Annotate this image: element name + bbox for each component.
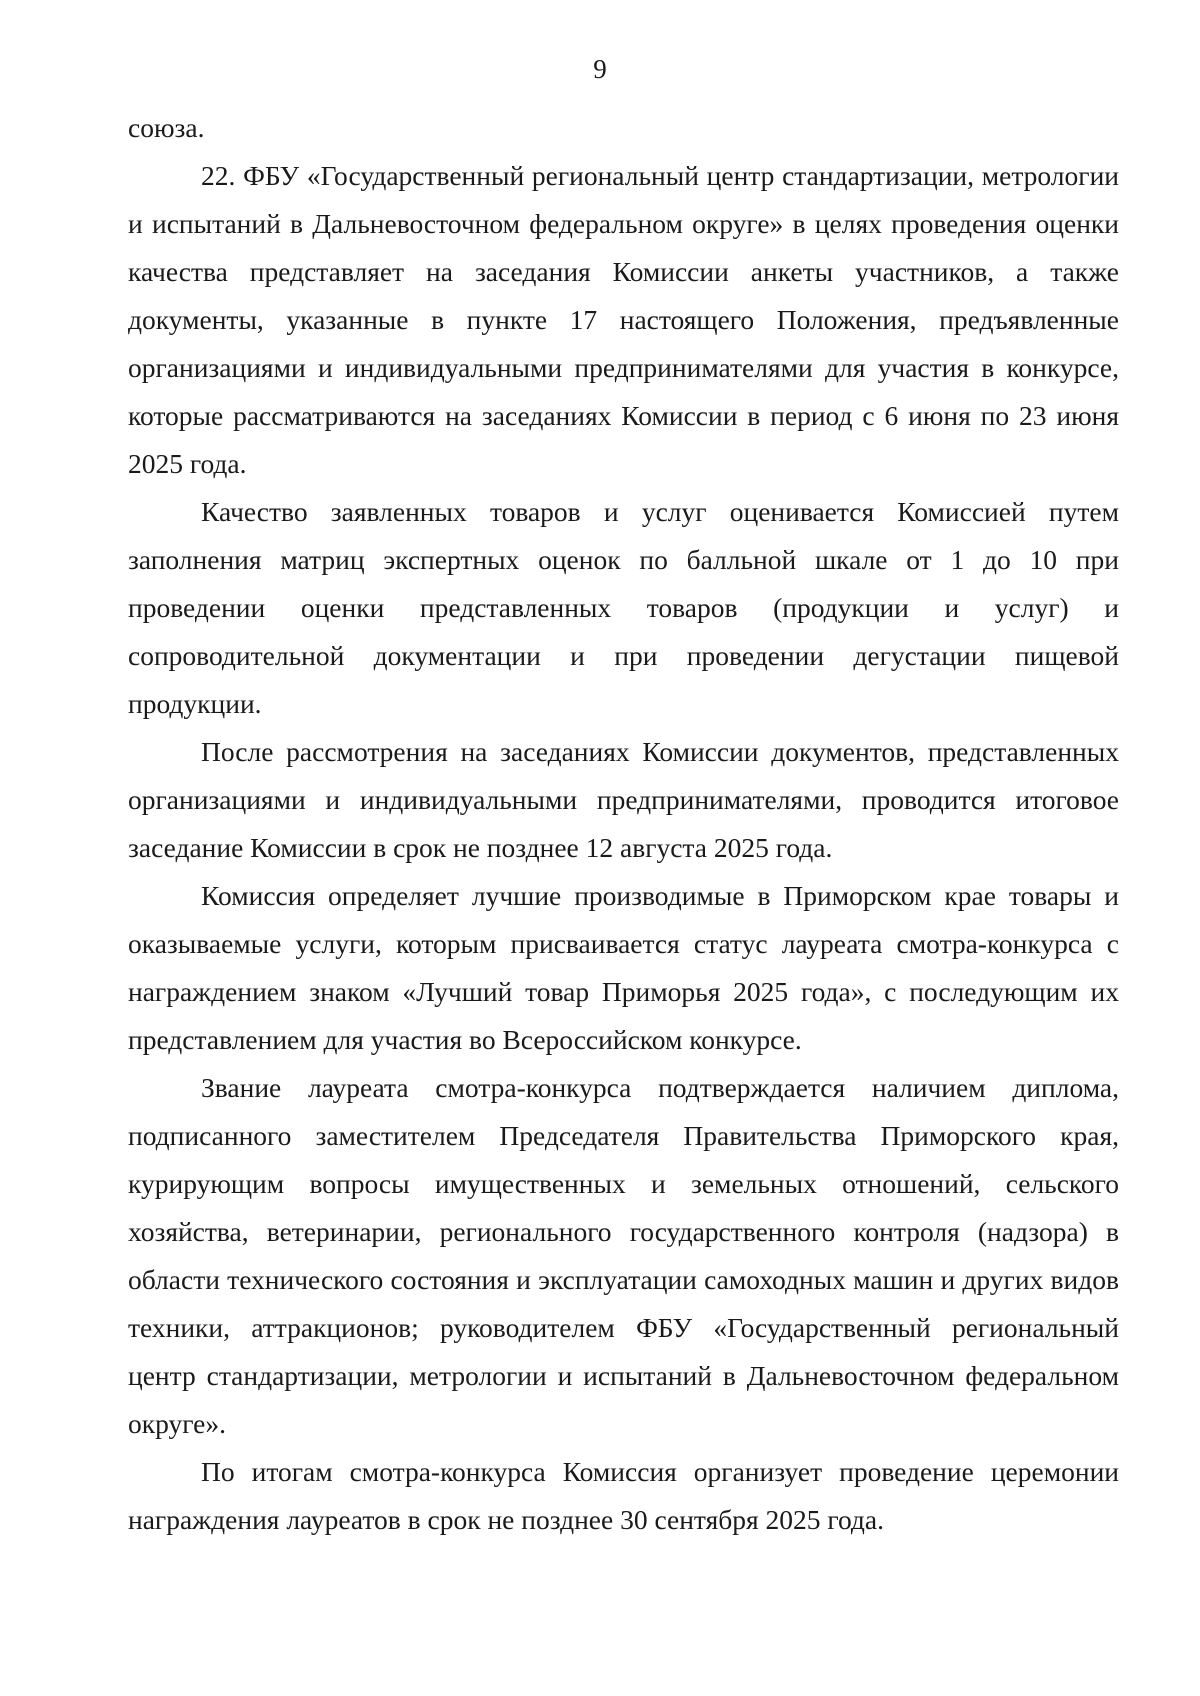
paragraph-diploma: Звание лауреата смотра-конкурса подтверждается наличием диплома, подписанного заместителем Председателя Правительства Приморского края, курирующим вопросы имущественных и земельных отношений, сельского хозяйства, ветеринарии, регионального государственного контроля (надзора) в области технического состояния и эксплуатации самоходных машин и других видов техники, аттракционов; руководителем ФБУ «Государственный региональный центр стандартизации, метрологии и испытаний в Дальневосточном федеральном округе». <box>128 1072 1119 1439</box>
paragraph-item-22: 22. ФБУ «Государственный региональный центр стандартизации, метрологии и испытаний в Дальневосточном федеральном округе» в целях проведения оценки качества представляет на заседания Комиссии анкеты участников, а также документы, указанные в пункте 17 настоящего Положения, предъявленные организациями и индивидуальными предпринимателями для участия в конкурсе, которые рассматриваются на заседаниях Комиссии в период с 6 июня по 23 июня 2025 года. <box>128 160 1119 479</box>
paragraph-quality-assessment: Качество заявленных товаров и услуг оценивается Комиссией путем заполнения матриц экспертных оценок по балльной шкале от 1 до 10 при проведении оценки представленных товаров (продукции и услуг) и сопроводительной документации и при проведении дегустации пищевой продукции. <box>128 496 1119 719</box>
paragraph-ceremony: По итогам смотра-конкурса Комиссия организует проведение церемонии награждения лауреатов в срок не позднее 30 сентября 2025 года. <box>128 1456 1119 1535</box>
paragraph-continuation: союза. <box>128 112 205 143</box>
page-number: 9 <box>593 54 607 84</box>
document-body <box>128 104 1119 1544</box>
paragraph-laureate-status: Комиссия определяет лучшие производимые в Приморском крае товары и оказываемые услуги, которым присваивается статус лауреата смотра-конкурса с награждением знаком «Лучший товар Приморья 2025 года», с последующим их представлением для участия во Всероссийском конкурсе. <box>128 880 1119 1055</box>
paragraph-final-meeting: После рассмотрения на заседаниях Комиссии документов, представленных организациями и индивидуальными предпринимателями, проводится итоговое заседание Комиссии в срок не позднее 12 августа 2025 года. <box>128 736 1119 863</box>
